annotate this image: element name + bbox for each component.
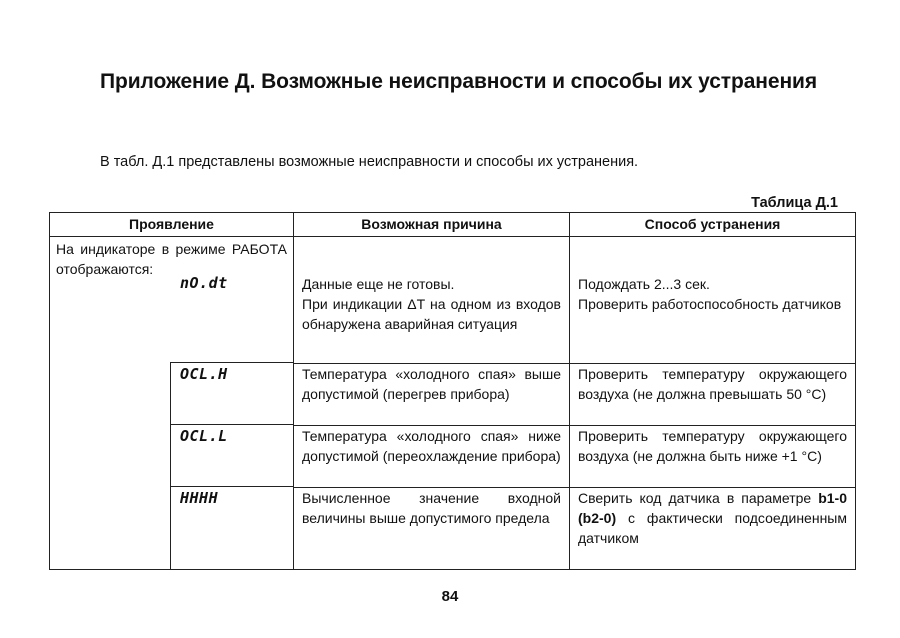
table-row	[50, 281, 856, 363]
display-symbol: HHHH	[180, 489, 219, 507]
symbol-cell	[50, 274, 294, 363]
header-manifestation: Проявление	[50, 213, 294, 237]
remedy-cell: Проверить температуру окружающего воздуха (не должна быть ниже +1 °С)	[570, 425, 856, 487]
symbol-cell	[50, 425, 294, 487]
header-remedy: Способ устранения	[570, 213, 856, 237]
display-symbol: OCL.L	[180, 427, 228, 445]
page-title: Приложение Д. Возможные неисправности и способы их устранения	[100, 70, 817, 93]
remedy-line: Проверить работоспособность датчиков	[578, 296, 842, 312]
display-symbol: OCL.H	[180, 365, 228, 383]
intro-paragraph: В табл. Д.1 представлены возможные неисправности и способы их устранения.	[100, 154, 639, 170]
cause-cell: Температура «холодного спая» ниже допустимой (переохлаждение прибора)	[294, 425, 570, 487]
table-row	[50, 363, 856, 425]
table-row	[50, 487, 856, 570]
param-code-alt: (b2-0)	[578, 509, 617, 526]
remedy-cell: Проверить температуру окружающего воздуха (не должна превышать 50 °С)	[570, 363, 856, 425]
faults-table	[49, 212, 856, 570]
cause-cell: Температура «холодного спая» выше допустимой (перегрев прибора)	[294, 363, 570, 425]
display-symbol: nO.dt	[180, 274, 228, 292]
remedy-cell	[570, 276, 856, 363]
remedy-cell: Сверить код датчика в параметре b1-0 (b2-0) с фактически подсоединенным датчиком	[570, 487, 856, 570]
param-code: b1-0	[818, 489, 847, 506]
table-caption: Таблица Д.1	[751, 195, 838, 211]
remedy-line: Подождать 2...3 сек.	[578, 276, 710, 292]
cause-cell: Вычисленное значение входной величины выше допустимого предела	[294, 487, 570, 570]
cause-line: Данные еще не готовы.	[302, 276, 455, 292]
cause-cell	[294, 276, 570, 363]
page-number: 84	[441, 588, 459, 605]
table-header-row	[50, 213, 856, 237]
cause-line: При индикации ΔT на одном из входов обнаружена аварийная ситуация	[302, 296, 561, 332]
header-cause: Возможная причина	[294, 213, 570, 237]
symbol-cell	[50, 363, 294, 425]
manifestation-intro: На индикаторе в режиме РАБОТА отображаются:	[50, 237, 294, 282]
table-row	[50, 425, 856, 487]
symbol-cell	[50, 487, 294, 570]
